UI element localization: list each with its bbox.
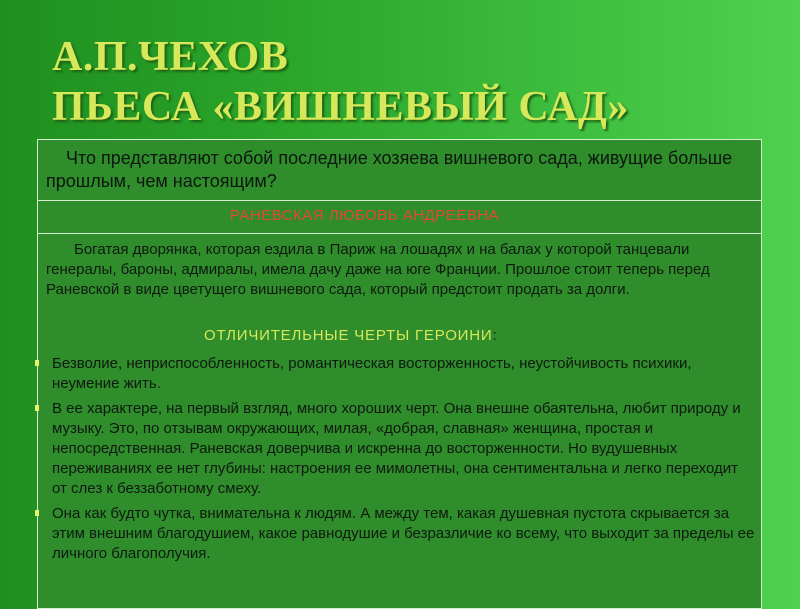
traits-heading-colon: : [492, 327, 498, 344]
traits-heading [204, 327, 497, 344]
trait-text: В ее характере, на первый взгляд, много хороших черт. Она внешне обаятельна, любит природу и музыку. Это, по отзывам окружающих, милая, «добрая, славная» женщина, простая и непосредственная. Раневская доверчива и искренна до восторженности. Но вудушевных переживаниях ее нет глубины: настроения ее мимолетны, она сентиментальна и легко переходит от слез к беззаботному смеху. [52, 400, 741, 497]
trait-item [38, 504, 763, 564]
question-row [38, 140, 761, 201]
trait-text: Она как будто чутка, внимательна к людям. А между тем, какая душевная пустота скрывается за этим внешним благодушием, какое равнодушие и безразличие ко всему, что выходит за пределы ее личного благополучия. [52, 505, 755, 562]
heroine-name-row [38, 201, 761, 234]
slide-title [52, 32, 629, 132]
square-bullet-icon [35, 510, 39, 516]
square-bullet-icon [35, 405, 39, 411]
intro-paragraph: Богатая дворянка, которая ездила в Париж на лошадях и на балах у которой танцевали генералы, бароны, адмиралы, имела дачу даже на юге Франции. Прошлое стоит теперь перед Раневской в виде цветущего вишневого сада, который предстоит продать за долги. [46, 241, 710, 298]
description-row [38, 234, 761, 608]
question-text: Что представляют собой последние хозяева вишневого сада, живущие больше прошлым, чем настоящим? [46, 148, 733, 191]
traits-list [38, 354, 763, 569]
heroine-name: РАНЕВСКАЯ ЛЮБОВЬ АНДРЕЕВНА [229, 207, 500, 224]
trait-item [38, 354, 763, 394]
title-line-author: А.П.ЧЕХОВ [52, 34, 289, 80]
square-bullet-icon [35, 360, 39, 366]
content-table [37, 139, 762, 609]
trait-item [38, 399, 763, 499]
title-line-play: ПЬЕСА «ВИШНЕВЫЙ САД» [52, 84, 629, 130]
traits-heading-text: ОТЛИЧИТЕЛЬНЫЕ ЧЕРТЫ ГЕРОИНИ [204, 327, 493, 344]
trait-text: Безволие, неприспособленность, романтическая восторженность, неустойчивость психики, неумение жить. [52, 355, 692, 392]
